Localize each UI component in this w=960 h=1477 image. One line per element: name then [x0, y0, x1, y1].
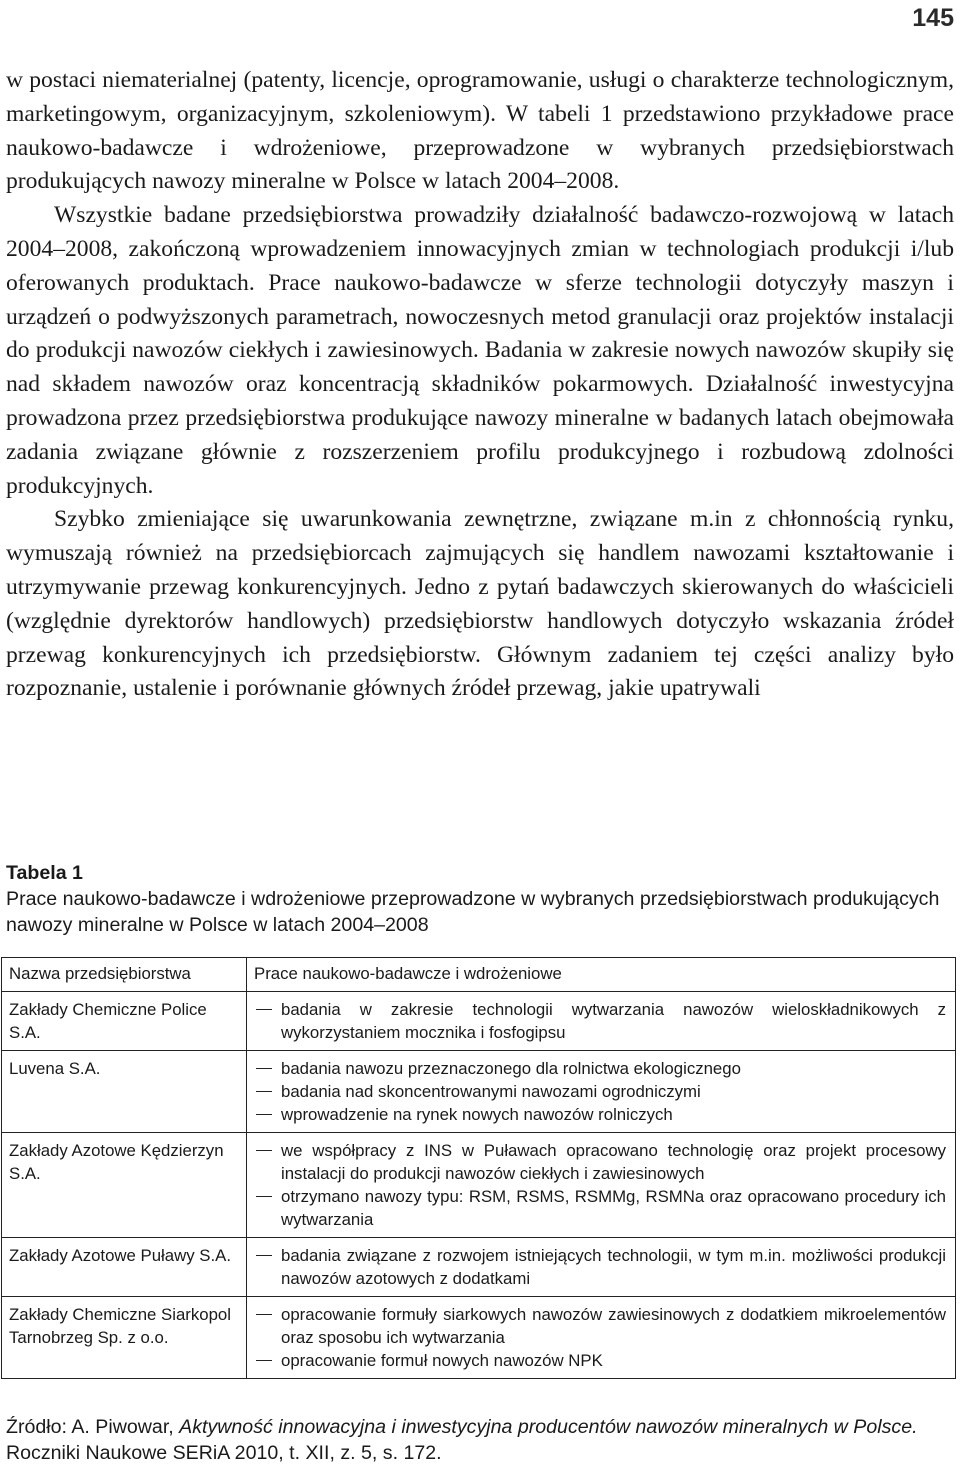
- source-prefix: Źródło: A. Piwowar,: [6, 1416, 180, 1438]
- page-number: 145: [912, 4, 954, 32]
- works-cell: [247, 1133, 956, 1238]
- company-cell: Zakłady Azotowe Puławy S.A.: [2, 1238, 247, 1297]
- work-item: badania nawozu przeznaczonego dla rolnictwa ekologicznego: [254, 1057, 948, 1080]
- source-title: Aktywność innowacyjna i inwestycyjna producentów nawozów mineralnych w Polsce.: [179, 1416, 918, 1438]
- work-item: badania w zakresie technologii wytwarzania nawozów wieloskładnikowych z wykorzystaniem mocznika i fosfogipsu: [254, 998, 948, 1044]
- works-cell: [247, 992, 956, 1051]
- work-item: wprowadzenie na rynek nowych nawozów rolniczych: [254, 1103, 948, 1126]
- table-row: [2, 1238, 956, 1297]
- table-header-row: [2, 958, 956, 992]
- source-note: [6, 1414, 954, 1466]
- header-company: Nazwa przedsiębiorstwa: [2, 958, 247, 992]
- paragraph: w postaci niematerialnej (patenty, licencje, oprogramowanie, usługi o charakterze technologicznym, marketingowym, organizacyjnym, szkoleniowym). W tabeli 1 przedstawiono przykładowe prace naukowo-badawcze i wdrożeniowe, przeprowadzone w wybranych przedsiębiorstwach produkujących nawozy mineralne w Polsce w latach 2004–2008.: [6, 67, 954, 195]
- table-row: [2, 1051, 956, 1133]
- works-cell: [247, 1238, 956, 1297]
- works-cell: [247, 1051, 956, 1133]
- work-item: otrzymano nawozy typu: RSM, RSMS, RSMMg, RSMNa oraz opracowano procedury ich wytwarzania: [254, 1185, 948, 1231]
- paragraph: Wszystkie badane przedsiębiorstwa prowadziły działalność badawczo-rozwojową w latach 2004–2008, zakończoną wprowadzeniem innowacyjnych zmian w technologiach produkcji i/lub oferowanych produktach. Prace naukowo-badawcze w sferze technologii dotyczyły maszyn i urządzeń o podwyższonych parametrach, nowoczesnych metod granulacji oraz projektów instalacji do produkcji nawozów ciekłych i zawiesinowych. Badania w zakresie nowych nawozów skupiły się nad składem nawozów oraz koncentracją składników pokarmowych. Działalność inwestycyjna prowadzona przez przedsiębiorstwa produkujące nawozy mineralne w badanych latach obejmowała zadania związane głównie z rozszerzeniem profilu produkcyjnego i rozbudową zdolności produkcyjnych.: [6, 202, 954, 499]
- work-item: badania związane z rozwojem istniejących technologii, w tym m.in. możliwości produkcji nawozów azotowych z dodatkami: [254, 1244, 948, 1290]
- body-text: [6, 64, 954, 706]
- research-table: [1, 957, 956, 1379]
- table-label: Tabela 1: [6, 862, 83, 884]
- company-cell: Zakłady Chemiczne Police S.A.: [2, 992, 247, 1051]
- work-item: we współpracy z INS w Puławach opracowano technologię oraz projekt procesowy instalacji do produkcji nawozów ciekłych i zawiesinowych: [254, 1139, 948, 1185]
- table-row: [2, 1133, 956, 1238]
- work-item: opracowanie formuł nowych nawozów NPK: [254, 1349, 948, 1372]
- company-cell: Zakłady Azotowe Kędzierzyn S.A.: [2, 1133, 247, 1238]
- company-cell: Zakłady Chemiczne Siarkopol Tarnobrzeg Sp. z o.o.: [2, 1297, 247, 1379]
- table-caption-text: Prace naukowo-badawcze i wdrożeniowe przeprowadzone w wybranych przedsiębiorstwach produkujących nawozy mineralne w Polsce w latach 2004–2008: [6, 888, 940, 936]
- table-row: [2, 992, 956, 1051]
- table-caption: [6, 860, 954, 938]
- works-cell: [247, 1297, 956, 1379]
- header-works: Prace naukowo-badawcze i wdrożeniowe: [247, 958, 956, 992]
- table-row: [2, 1297, 956, 1379]
- work-item: opracowanie formuły siarkowych nawozów zawiesinowych z dodatkiem mikroelementów oraz sposobu ich wytwarzania: [254, 1303, 948, 1349]
- company-cell: Luvena S.A.: [2, 1051, 247, 1133]
- source-suffix: Roczniki Naukowe SERiA 2010, t. XII, z. 5, s. 172.: [6, 1442, 442, 1464]
- work-item: badania nad skoncentrowanymi nawozami ogrodniczymi: [254, 1080, 948, 1103]
- paragraph: Szybko zmieniające się uwarunkowania zewnętrzne, związane m.in z chłonnością rynku, wymuszają również na przedsiębiorcach zajmujących się handlem nawozami kształtowanie i utrzymywanie przewag konkurencyjnych. Jedno z pytań badawczych skierowanych do właścicieli (względnie dyrektorów handlowych) przedsiębiorstw handlowych dotyczyło wskazania źródeł przewag konkurencyjnych ich przedsiębiorstw. Głównym zadaniem tej części analizy było rozpoznanie, ustalenie i porównanie głównych źródeł przewag, jakie upatrywali: [6, 506, 954, 702]
